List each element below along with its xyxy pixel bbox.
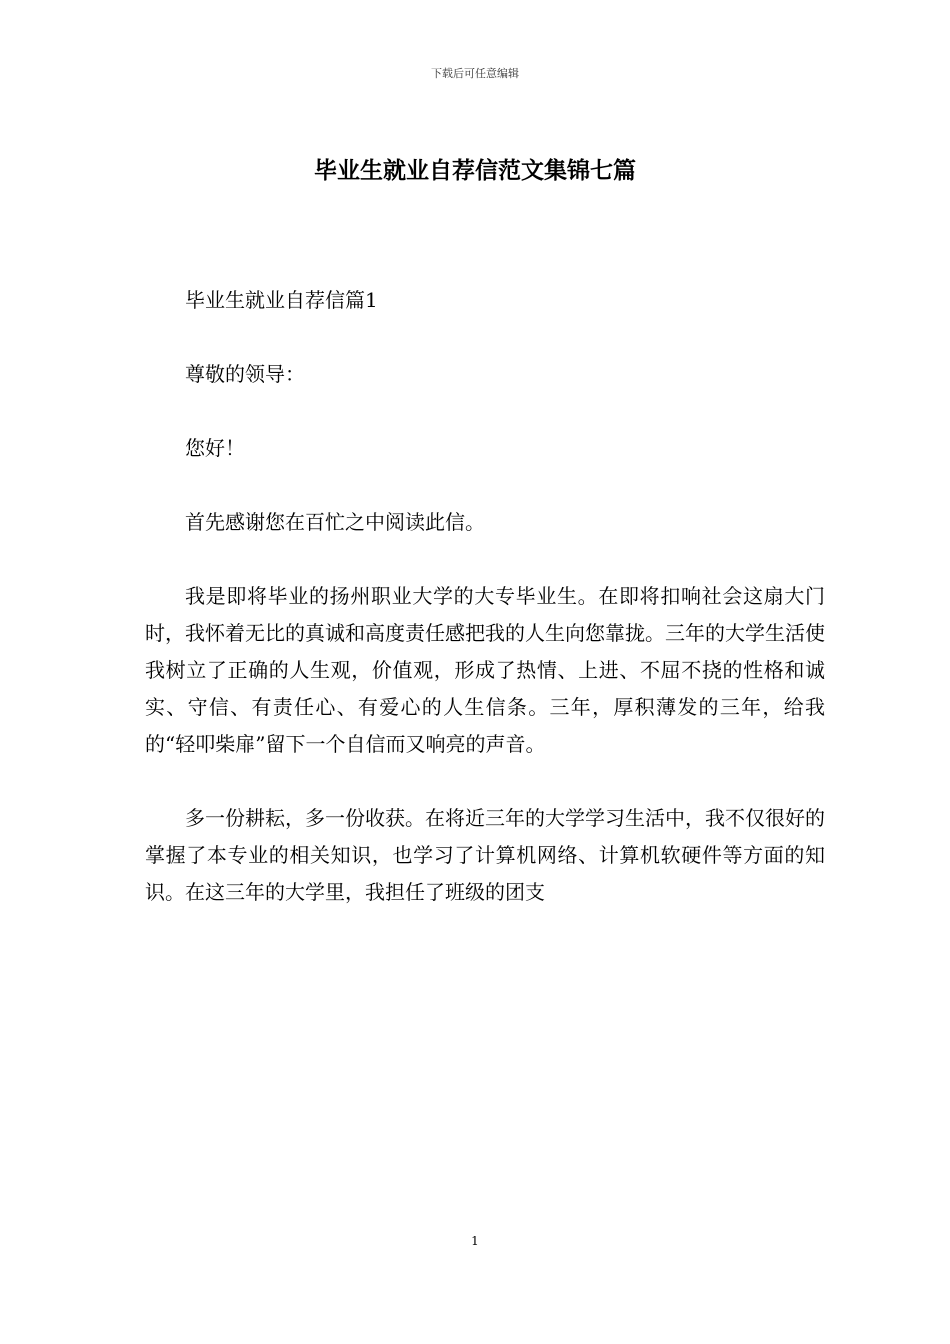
body-paragraph: 我是即将毕业的扬州职业大学的大专毕业生。在即将扣响社会这扇大门时，我怀着无比的真诚和高度责任感把我的人生向您靠拢。三年的大学生活使我树立了正确的人生观，价值观，形成了热情、上进、不屈不挠的性格和诚实、守信、有责任心、有爱心的人生信条。三年，厚积薄发的三年，给我的“轻叩柴扉”留下一个自信而又响亮的声音。: [145, 584, 825, 756]
page-number: 1: [471, 1234, 479, 1248]
greeting: 您好！: [185, 436, 245, 460]
document-title: 毕业生就业自荐信范文集锦七篇: [314, 157, 636, 184]
body-paragraph: 多一份耕耘，多一份收获。在将近三年的大学学习生活中，我不仅很好的掌握了本专业的相关知识，也学习了计算机网络、计算机软硬件等方面的知识。在这三年的大学里，我担任了班级的团支: [145, 806, 825, 904]
salutation: 尊敬的领导：: [185, 362, 305, 386]
section-heading: 毕业生就业自荐信篇1: [185, 288, 378, 312]
body-paragraph: 首先感谢您在百忙之中阅读此信。: [185, 510, 485, 534]
header-note: 下载后可任意编辑: [431, 67, 519, 80]
document-body: [145, 282, 825, 948]
